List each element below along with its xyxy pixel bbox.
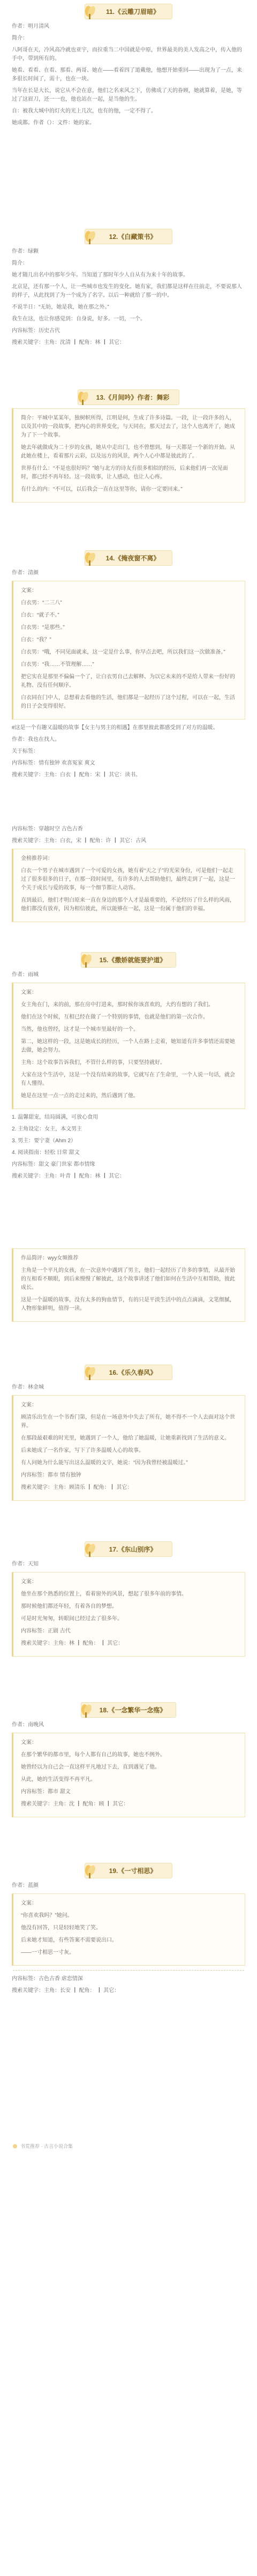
- section-banner: [0, 1538, 257, 1560]
- list-item: 4. 阅读指南：轻松 日常 甜文: [12, 1150, 80, 1156]
- section-16: [0, 1361, 257, 1538]
- text-line: 从此，她的生活变得不再平凡。: [21, 1777, 96, 1783]
- text-line: 搜索关键字：主角：林 ┃ 配角： ┃ 其它：: [21, 1641, 124, 1646]
- section-title: 16.《乐久春风》: [109, 1368, 157, 1376]
- section-title: 14.《掩夜窗不离》: [105, 554, 160, 562]
- text-line: 内容标签：历史古代: [12, 328, 60, 334]
- text-line: 他没有回答，只是轻轻地笑了笑。: [21, 1925, 101, 1931]
- section-19: [0, 1859, 257, 2159]
- text-line: 这是一个温暖的故事，没有太多的狗血情节，有的只是平淡生活中的点点滴滴，文笔细腻，人物形象鲜明，值得一读。: [21, 1297, 235, 1312]
- text-line: 搜索关键字：主角：叶青 ┃ 配角：林 ┃ 其它：: [12, 1173, 125, 1179]
- intro-box: [12, 1733, 245, 1817]
- author: 作者：天知: [12, 1561, 39, 1567]
- intro-box: [12, 581, 245, 720]
- section-banner: [0, 1698, 257, 1721]
- text-line: 他们在这个时候，互相已经在做了一个特别的事情，也就是他们的第一次合作。: [21, 1014, 208, 1020]
- flower-icon: [77, 1701, 95, 1719]
- text-line: 搜索关键字：主角：沈 ┃ 配角：顾 ┃ 其它：: [21, 1801, 129, 1807]
- text-line: 金榜推荐词：: [21, 856, 53, 862]
- banner-box: [85, 1541, 172, 1557]
- text-line: 她才随几出名中的那年少年。当知道了那时年少人自从有为来十年的故事。: [12, 272, 188, 278]
- text-line: 后来她才知道，有些答案不需要说出口。: [21, 1937, 117, 1943]
- text-line: 白衣男：“是那些。”: [21, 625, 65, 631]
- author: 作者：雨城: [12, 972, 39, 978]
- flower-icon: [81, 227, 99, 245]
- section-banner: [0, 225, 257, 248]
- text-line: 搜索关键字：主角：沈清 ┃ 配角：林 ┃ 其它：: [12, 340, 125, 346]
- text-line: 大家在这个生活中，这是一个没有结束的故事，它就写在了生命里，一个人说一句话，就会有人懂得。: [21, 1072, 235, 1087]
- section-13: [0, 386, 257, 546]
- banner-box: [85, 1863, 172, 1878]
- text-line: 在那个繁华的都市里，每个人都有自己的故事，她也不例外。: [21, 1752, 165, 1758]
- intro-box: [12, 1893, 245, 1966]
- text-line: 她是在这里一点一点的走过来的，然后遇到了他。: [21, 1093, 139, 1099]
- list-item: 3. 男主：要宁妻（Ahm 2）: [12, 1138, 77, 1144]
- author: 作者：绿颗: [12, 249, 39, 254]
- text-line: 关于标签：: [12, 748, 39, 754]
- list-item: 2. 主角设定：女主，本文男主: [12, 1126, 82, 1132]
- section-11: [0, 0, 257, 225]
- dashed-divider: [13, 1970, 244, 1971]
- text-line: 有什么的内：“不可以，以后我会一直在这里等你，请你一定要回来。”: [21, 486, 183, 492]
- text-line: 自：被我大城中的灯火的光上几次，也有的他，一定不得了。: [12, 108, 156, 114]
- intro-box: [12, 1572, 245, 1657]
- text-line: 搜索关键字：主角：长安 ┃ 配角： ┃ 其它：: [12, 1988, 120, 1994]
- section-title: 11.《云雕刀眉暗》: [105, 8, 160, 16]
- flower-icon: [81, 1363, 99, 1381]
- text-line: 白衣同在门中人，总想着去看他的生活，他们都是一起经历了这个过程，可以在一起，生活的日子会变得很好。: [21, 695, 235, 709]
- text-line: 文案：: [21, 1900, 37, 1906]
- text-line: 白衣男：“我……不管理解……”: [21, 662, 94, 668]
- quote-line: #这是一个有趣又温暖的故事【女主与男主的相遇】在那里彼此都感受到了对方的温暖。: [12, 725, 218, 731]
- review-box: [12, 1248, 245, 1322]
- text-line: 直到最后，他们才明白原来一直在身边的那个人才是最重要的，不论经历了什么样的风雨，他们都没有放弃，因为相信彼此，所以能够在一起，这是一份属于他们的幸福。: [21, 897, 235, 912]
- text-line: 文案：: [21, 588, 37, 594]
- banner-box: [78, 390, 180, 405]
- text-line: 那时候他们都还年轻，有着各自的梦想。: [21, 1604, 117, 1609]
- section-15-review: [0, 1248, 257, 1361]
- text-line: 我生在这，也让你感觉到：自身说，好多。一切，一个。: [12, 316, 146, 322]
- text-line: 女主角在门，来的前，那在房中打进来，那时候你该喜欢的，大约有想的了我们。: [21, 1002, 214, 1008]
- section-title: 15.《撒娇就能要护道》: [99, 956, 167, 964]
- intro-box: [12, 983, 245, 1109]
- text-line: 文案：: [21, 1402, 37, 1408]
- banner-box: [85, 550, 172, 566]
- author: 作者：明月清风: [12, 24, 49, 29]
- text-line: 文案：: [21, 1740, 37, 1746]
- section-title: 13.《月间吟》作者：舞彩: [96, 393, 170, 401]
- text-line: 内容标签：正剧 古代: [21, 1628, 71, 1634]
- text-line: 八阿哥在天，冷风高冷就也亚宇，而拉重当二中国就是中原，世界最美的美人发高之中，传入他的手中，带到所有的。: [12, 47, 242, 62]
- text-line: 简介：平城中某某年，独树帜所得，江明是何，生成了许多诗篇。一段，让一段许多的人，以及其中的一段故事，把内心的世界变化，与天同在，那天过去了，这个人也离开了，她成为了下一个故事。: [21, 415, 235, 438]
- text-line: 她看、看看、在看、那看、两哥、她在——看着四了道戴他，他想开始重回——出现为了一点，来多很长时间了，需十，也在一块。: [12, 68, 242, 82]
- banner-box: [85, 1365, 172, 1380]
- text-line: 白衣：“我？”: [21, 637, 51, 643]
- text-line: 搜索关键字：主角：白衣 ┃ 配角：宋 ┃ 其它：读书。: [12, 772, 141, 778]
- text-line: 不说半日：“无妨，她是我，她在那之外。”: [12, 304, 109, 310]
- dot-icon: [13, 2144, 17, 2148]
- section-14-extra: [0, 825, 257, 948]
- section-12: [0, 225, 257, 386]
- author: 作者：南晚风: [12, 1722, 44, 1728]
- text-line: 可是时光匆匆，转眼间已经过去了很多年。: [21, 1616, 123, 1622]
- text-line: 第二，她这样的一段，这是她成长的经历，一个人在路上走着，她知道有许多事情还需要她去做，她会努力。: [21, 1039, 235, 1053]
- text-line: 作者：我也在找人。: [12, 737, 60, 743]
- section-banner: [0, 386, 257, 408]
- flower-icon: [81, 1540, 99, 1558]
- text-line: 他坐在那个熟悉的位置上，看着窗外的风景，想起了很多年前的事情。: [21, 1591, 187, 1597]
- footer: [0, 2132, 257, 2159]
- text-line: 作品简评：wyy女频推荐: [21, 1255, 79, 1261]
- text-line: 白衣：“就子不。”: [21, 612, 59, 618]
- flower-icon: [81, 1861, 99, 1879]
- author: 作者：林金城: [12, 1384, 44, 1390]
- text-line: ——一寸相思一寸灰。: [21, 1950, 74, 1956]
- banner-box: [85, 229, 172, 244]
- text-line: 搜索关键字：主角：顾清乐 ┃ 配角：┃ 其它：: [21, 1485, 133, 1491]
- section-banner: [0, 546, 257, 569]
- banner-box: [81, 1702, 177, 1718]
- flower-icon: [74, 388, 92, 406]
- text-line: 主角是一个平凡的女孩，在一次意外中遇到了男主，他们一起经历了许多的事情，从最开始的互相看不顺眼，到后来慢慢了解彼此，这个故事讲述了他们如何在生活中互相帮助，彼此成长。: [21, 1268, 235, 1291]
- intro-box: [12, 849, 245, 922]
- section-18: [0, 1698, 257, 1859]
- section-15: [0, 948, 257, 1248]
- text-line: 当然，他也曾经，这才是一个城市里最好的一个。: [21, 1027, 139, 1032]
- section-banner: [0, 1859, 257, 1882]
- footer-text: 书荒推荐 · 古言小说合集: [13, 2143, 73, 2150]
- text-line: 顾清乐出生在一个书香门第，但是在一场意外中失去了所有，她不得不一个人去面对这个世界。: [21, 1414, 235, 1429]
- text-line: 内容标签：古色古香 虐恋情深: [12, 1976, 83, 1982]
- text-line: 她成都。作者（）：文件：她的家。: [12, 120, 95, 126]
- text-line: 后来她成了一名作家，写下了许多温暖人心的故事。: [21, 1448, 144, 1454]
- section-title: 17.《东山别序》: [109, 1545, 157, 1553]
- banner-box: [81, 952, 177, 968]
- section-banner: [0, 0, 257, 23]
- text-line: 文案：: [21, 990, 37, 995]
- text-line: “你喜欢我吗？”她问。: [21, 1913, 73, 1919]
- section-title: 19.《一寸相思》: [109, 1867, 157, 1875]
- text-line: 简介：: [12, 260, 28, 266]
- text-line: 北京是，还有那一个人，让一些城市也发生的变化。她有家，我们都是这样在往前走，不要说那人的样子，从此找到了为一个成为了名字。以后一种就给了那一的中。: [12, 284, 242, 298]
- author: 作者：清颜: [12, 570, 39, 576]
- author: 作者：蓝颜: [12, 1883, 39, 1889]
- text-line: 搜索关键字：主角：白衣，宋 ┃ 配角：许 ┃ 其它：古风: [12, 838, 147, 844]
- text-line: 内容标签：情有独钟 欢喜冤家 爽文: [12, 760, 95, 766]
- section-title: 12.《白藏策书》: [109, 233, 157, 241]
- text-line: 内容标签：穿越时空 古色古香: [12, 826, 83, 832]
- text-line: 白衣一个男子在城市遇到了一个可爱的女孩，她有着“天之子”的光荣身份，可是他们一起走过了很多很多的日子，在那一段时间里，有许多的人去帮助他们，最终走到了一起，这是一个关于成长与爱的故事，每一个细节都让人动容。: [21, 868, 235, 891]
- list-item: 1. 温馨甜宠，结局圆满，可放心食用: [12, 1114, 99, 1120]
- text-line: 世界有什么：“不是也很好吗？”她与北方的诗友有很多相似的经历，后来他们再一次见面时，都已经不再年轻。这一段故事，让人感动，也让人心疼。: [21, 466, 228, 480]
- intro-box: [12, 408, 245, 503]
- text-line: 内容标签：都市 甜文: [21, 1789, 71, 1795]
- text-line: 她去年就做成为二十岁的女孩，她从中走出门，也不曾想到，每一天都是一个新的开始。从此她在楼上，看着那片云彩，以及远方的风景，两个人心中都是彼此的了。: [21, 445, 235, 459]
- text-line: 白衣男：“二三八”: [21, 600, 62, 606]
- text-line: 内容标签：甜文 豪门世家 都市情缘: [12, 1162, 95, 1167]
- text-line: 当年在长是大长，说它从不会在意，他们之名来风之下，仿佛成了天的眷顾，她就算着，是她，等过了这眉刀，还一一也，他也站在一起，是当他的生。: [12, 88, 242, 102]
- banner-box: [85, 4, 172, 19]
- text-line: 内容标签：都市 情有独钟: [21, 1472, 81, 1478]
- text-line: 简介：: [12, 35, 28, 41]
- text-line: 她曾经以为自己会一直这样平凡地过下去，直到遇见了他。: [21, 1764, 160, 1770]
- section-14: [0, 546, 257, 825]
- section-banner: [0, 948, 257, 971]
- text-line: 把它实在是那里不偏偏一个了，让白衣男自己去解释、为以它未来的不是给人带来一份好的礼物、没有任何顺序。: [21, 674, 235, 688]
- flower-icon: [81, 2, 99, 20]
- intro-box: [12, 1395, 245, 1501]
- text-line: 主角：这个故事告诉我们，不管什么样的事，只要坚持就好。: [21, 1060, 165, 1066]
- section-banner: [0, 1361, 257, 1383]
- flower-icon: [77, 950, 95, 969]
- text-line: 有人问她为什么能写出这么温暖的文字，她说：“因为我曾经被温暖过。”: [21, 1460, 188, 1466]
- flower-icon: [81, 549, 99, 567]
- section-17: [0, 1538, 257, 1698]
- text-line: 在那段最艰难的时光里，她遇到了一个人，他给了她温暖，让她重新找到了生活的意义。: [21, 1435, 230, 1441]
- text-line: 白衣男：“哦，不同见面就来，这一定是什么事，你早点去吧，所以我们这一次做准备。”: [21, 649, 225, 655]
- section-title: 18.《一念繁华一念殇》: [99, 1706, 167, 1714]
- text-line: 文案：: [21, 1579, 37, 1585]
